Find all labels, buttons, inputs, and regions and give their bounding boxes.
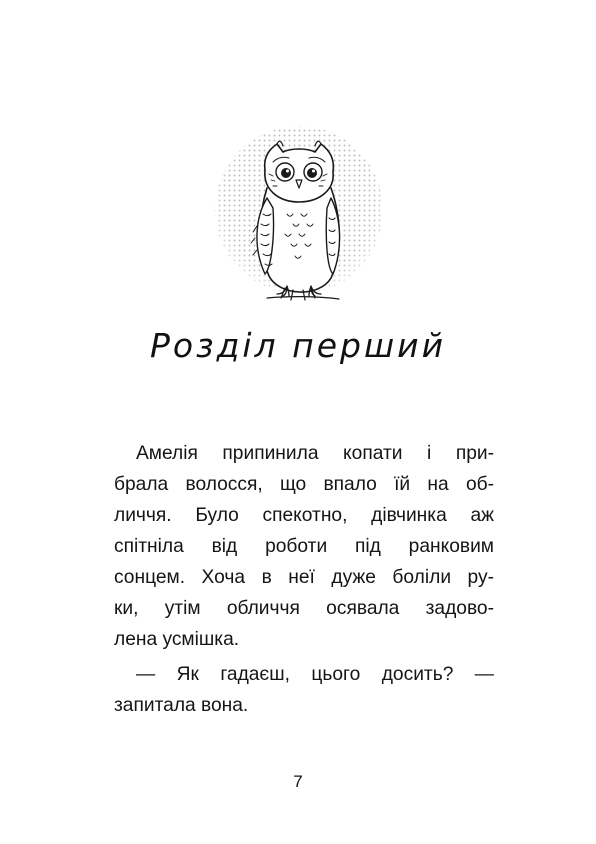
paragraph <box>114 659 494 721</box>
text-line: Амелія припинила копати і при- <box>136 443 494 464</box>
chapter-body <box>114 438 494 721</box>
text-line: личчя. Було спекотно, дівчинка аж <box>114 505 494 526</box>
paragraph <box>114 438 494 655</box>
page-number: 7 <box>293 772 303 791</box>
text-line: сонцем. Хоча в неї дуже боліли ру- <box>114 567 494 588</box>
text-line: брала волосся, що впало їй на об- <box>114 474 494 495</box>
chapter-title: Розділ перший <box>149 326 447 365</box>
text-line: — Як гадаєш, цього досить? — <box>136 664 494 685</box>
text-line: запитала вона. <box>114 695 249 716</box>
text-line: спітніла від роботи під ранковим <box>114 536 494 557</box>
text-line: лена усмішка. <box>114 629 240 650</box>
text-line: ки, утім обличчя осявала задово- <box>114 598 494 619</box>
owl-illustration <box>207 118 391 318</box>
